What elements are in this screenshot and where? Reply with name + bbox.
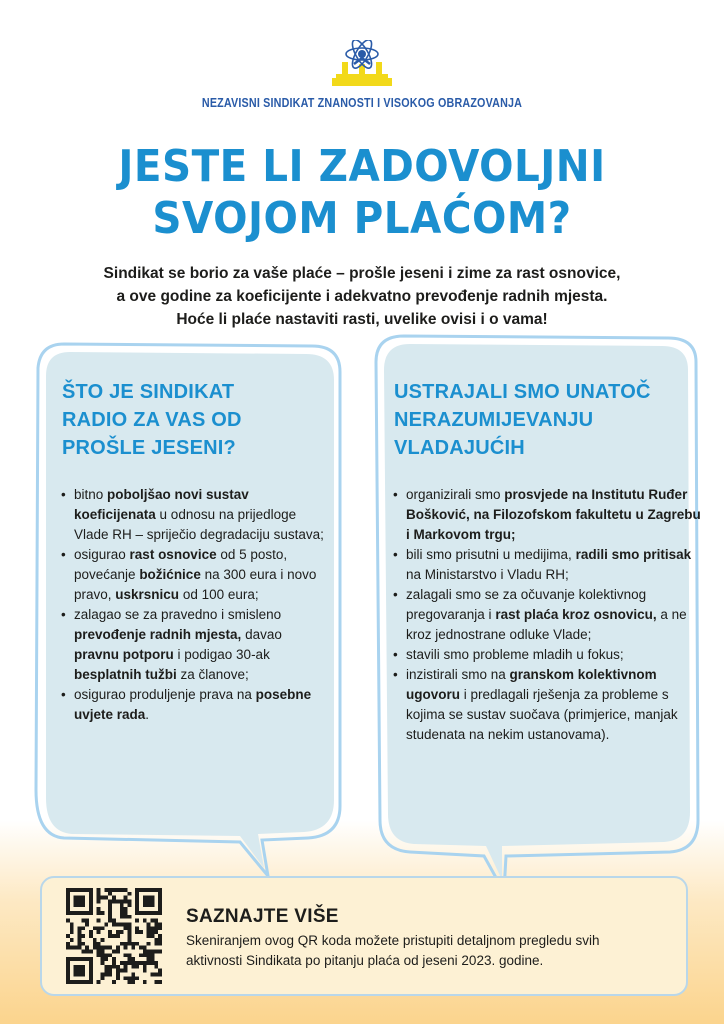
list-text: bitno xyxy=(74,487,108,502)
bold-text: božićnice xyxy=(139,567,201,582)
right-heading-line-1: USTRAJALI SMO UNATOČ xyxy=(394,381,651,403)
list-text: organizirali smo xyxy=(406,487,505,502)
bold-text: rast plaća kroz osnovicu, xyxy=(495,607,657,622)
bold-text: prosvjede na Institutu Ruđer Bošković, na Filozofskom fakultetu u Zagrebu i Markovom trgu; xyxy=(406,487,701,542)
list-text: od 100 eura; xyxy=(179,587,259,602)
list-text: u odnosu na prijedloge Vlade RH – spriječio degradaciju sustava; xyxy=(74,507,324,542)
list-text: bili smo prisutni u medijima, xyxy=(406,547,576,562)
list-item xyxy=(74,545,330,605)
right-actions-list xyxy=(390,485,702,745)
list-item xyxy=(74,485,330,545)
list-item xyxy=(406,585,702,645)
list-text: od 5 posto, povećanje xyxy=(74,547,288,582)
bold-text: prevođenje radnih mjesta, xyxy=(74,627,242,642)
bold-text: radili smo pritisak xyxy=(575,547,692,562)
list-text: na 300 eura i novo pravo, xyxy=(74,567,317,602)
left-achievements-list xyxy=(58,485,330,725)
list-text: a ne kroz jednostrane odluke Vlade; xyxy=(406,607,687,642)
list-text: . xyxy=(145,707,150,722)
learn-more-text xyxy=(186,931,666,971)
learn-more-title: SAZNAJTE VIŠE xyxy=(186,906,339,927)
bold-text: besplatnih tužbi xyxy=(74,667,177,682)
bold-text: rast osnovice xyxy=(129,547,217,562)
list-item xyxy=(406,665,702,745)
learn-more-line-2: aktivnosti Sindikata po pitanju plaća od jeseni 2023. godine. xyxy=(186,953,544,968)
right-column-heading xyxy=(394,378,651,462)
bold-text: pravnu potporu xyxy=(74,647,174,662)
left-heading-line-2: RADIO ZA VAS OD xyxy=(62,409,242,431)
list-text: na Ministarstvo i Vladu RH; xyxy=(406,567,569,582)
list-item xyxy=(406,545,702,585)
intro-line-2: a ove godine za koeficijente i adekvatno prevođenje radnih mjesta. xyxy=(116,288,608,305)
headline-line-2: SVOJOM PLAĆOM? xyxy=(152,193,572,244)
qr-code-icon[interactable] xyxy=(66,888,162,984)
list-text: za članove; xyxy=(176,667,249,682)
list-text: stavili smo probleme mladih u fokus; xyxy=(406,647,624,662)
bold-text: posebne uvjete rada xyxy=(74,687,312,722)
intro-line-1: Sindikat se borio za vaše plaće – prošle jeseni i zime za rast osnovice, xyxy=(103,265,621,282)
right-heading-line-2: NERAZUMIJEVANJU xyxy=(394,409,594,431)
list-item xyxy=(74,605,330,685)
list-item xyxy=(406,645,702,665)
list-text: davao xyxy=(241,627,282,642)
left-heading-line-1: ŠTO JE SINDIKAT xyxy=(62,381,235,403)
bold-text: poboljšao novi sustav koeficijenata xyxy=(74,487,249,522)
left-column-heading xyxy=(62,378,242,462)
list-item xyxy=(74,685,330,725)
left-heading-line-3: PROŠLE JESENI? xyxy=(62,437,236,459)
list-item xyxy=(406,485,702,545)
bold-text: uskrsnicu xyxy=(115,587,180,602)
list-text: zalagao se za pravedno i smisleno xyxy=(74,607,282,622)
list-text: i podigao 30-ak xyxy=(173,647,270,662)
headline-line-1: JESTE LI ZADOVOLJNI xyxy=(118,141,606,192)
list-text: i predlagali rješenja za probleme s kojima se sustav suočava (primjerice, manjak studenata na nekim ustanovama). xyxy=(406,687,678,742)
learn-more-line-1: Skeniranjem ovog QR koda možete pristupiti detaljnom pregledu svih xyxy=(186,933,600,948)
list-text: zalagali smo se za očuvanje kolektivnog pregovaranja i xyxy=(406,587,647,622)
right-heading-line-3: VLADAJUĆIH xyxy=(394,437,525,459)
bold-text: granskom kolektivnom ugovoru xyxy=(406,667,657,702)
list-text: osigurao xyxy=(74,547,130,562)
list-text: osigurao produljenje prava na xyxy=(74,687,256,702)
list-text: inzistirali smo na xyxy=(406,667,510,682)
learn-more-box xyxy=(40,876,688,996)
intro-line-3: Hoće li plaće nastaviti rasti, uvelike ovisi i o vama! xyxy=(176,311,548,328)
org-name: NEZAVISNI SINDIKAT ZNANOSTI I VISOKOG OBRAZOVANJA xyxy=(201,96,523,110)
